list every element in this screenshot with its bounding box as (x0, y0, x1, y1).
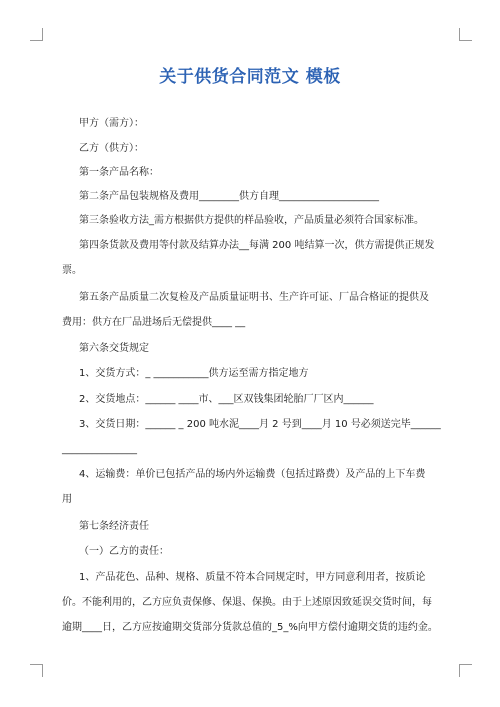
delivery-date-line-cont: _______________ (62, 444, 137, 455)
party-a-line: 甲方（需方）： (79, 118, 144, 129)
delivery-place-line: 2、交货地点：______ ____市、___区双钱集团轮胎厂厂区内______ (79, 394, 374, 405)
transport-fee-line: 4、运输费：单价已包括产品的场内外运输费（包括过路费）及产品的上下车费 (79, 469, 426, 480)
clause-1-line: 第一条产品名称： (79, 167, 159, 178)
document-title: 关于供货合同范文 模板 (159, 67, 341, 87)
party-b-line: 乙方（供方）： (79, 143, 144, 154)
delivery-method-line: 1、交货方式：_ ___________供方运至需方指定地方 (79, 368, 309, 379)
corner-mark-top-right (459, 28, 472, 41)
clause-5-line-cont: 费用：供方在厂品进场后无偿提供____ __ (62, 317, 246, 328)
clause-4-line-cont: 票。 (62, 265, 82, 276)
clause-3-line: 第三条验收方法_需方根据供方提供的样品验收，产品质量必须符合国家标准。 (79, 215, 424, 226)
party-b-duty-heading: （一）乙方的责任： (79, 546, 169, 557)
clause-6-heading: 第六条交货规定 (79, 343, 149, 354)
corner-mark-top-left (30, 28, 43, 41)
transport-fee-line-cont: 用 (62, 494, 72, 505)
clause-5-line: 第五条产品质量二次复检及产品质量证明书、生产许可证、厂品合格证的提供及 (79, 292, 429, 303)
clause-2-line: 第二条产品包装规格及费用________供方自理____________________ (79, 191, 379, 202)
corner-mark-bottom-right (459, 664, 472, 677)
delivery-date-line: 3、交货日期：______ _ 200 吨水泥____月 2 号到____月 10 号必须送完毕______ (79, 419, 441, 430)
duty-line-3: 逾期____日，乙方应按逾期交货部分货款总值的_5_%向甲方偿付逾期交货的违约金。 (62, 622, 438, 633)
corner-mark-bottom-left (30, 664, 43, 677)
clause-4-line: 第四条货款及费用等付款及结算办法__每满 200 吨结算一次，供方需提供正规发 (79, 240, 435, 251)
clause-7-heading: 第七条经济责任 (79, 521, 149, 532)
duty-line-1: 1、产品花色、品种、规格、质量不符本合同规定时，甲方同意利用者，按质论 (79, 572, 426, 583)
duty-line-2: 价。不能利用的，乙方应负责保修、保退、保换。由于上述原因致延误交货时间，每 (62, 597, 432, 608)
